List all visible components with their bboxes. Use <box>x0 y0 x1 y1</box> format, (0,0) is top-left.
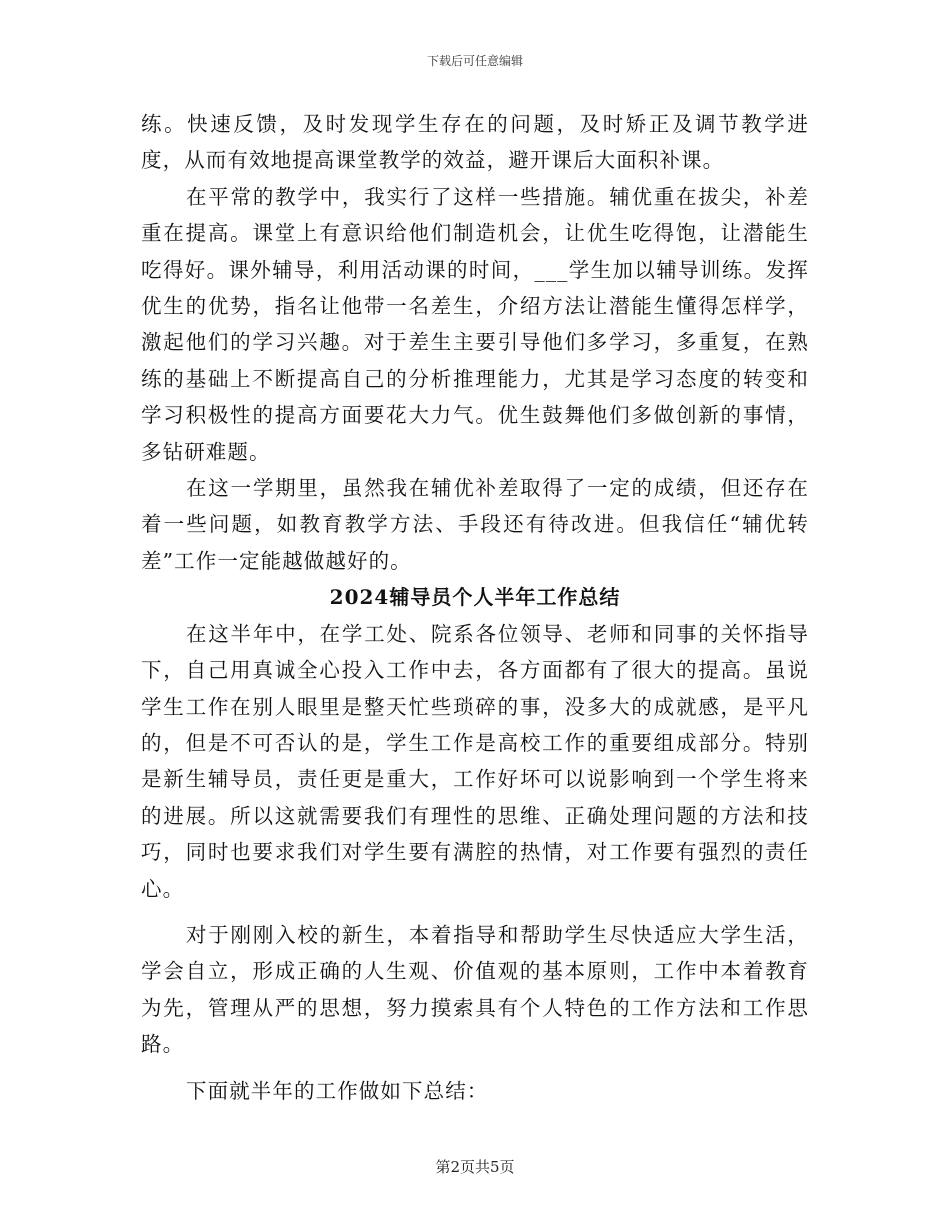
page-number: 第2页共5页 <box>435 1158 515 1176</box>
paragraph-principles: 对于刚刚入校的新生，本着指导和帮助学生尽快适应大学生活，学会自立，形成正确的人生观、价值观的基本原则，工作中本着教育为先，管理从严的思想，努力摸索具有个人特色的工作方法和工作思路。 <box>141 922 809 1057</box>
paragraph-intro: 在这半年中，在学工处、院系各位领导、老师和同事的关怀指导下，自己用真诚全心投入工作中去，各方面都有了很大的提高。虽说学生工作在别人眼里是整天忙些琐碎的事，没多大的成就感，是平凡的，但是不可否认的是，学生工作是高校工作的重要组成部分。特别是新生辅导员，责任更是重大，工作好坏可以说影响到一个学生将来的进展。所以这就需要我们有理性的思维、正确处理问题的方法和技巧，同时也要求我们对学生要有满腔的热情，对工作要有强烈的责任心。 <box>141 621 809 901</box>
section-title: 2024辅导员个人半年工作总结 <box>329 585 621 610</box>
paragraph-spacer <box>141 907 809 917</box>
paragraph-measures: 在平常的教学中，我实行了这样一些措施。辅优重在拔尖，补差重在提高。课堂上有意识给他们制造机会，让优生吃得饱，让潜能生吃得好。课外辅导，利用活动课的时间，___学生加以辅导训练。发挥优生的优势，指名让他带一名差生，介绍方法让潜能生懂得怎样学，激起他们的学习兴趣。对于差生主要引导他们多学习，多重复，在熟练的基础上不断提高自己的分析推理能力，尤其是学习态度的转变和学习积极性的提高方面要花大力气。优生鼓舞他们多做创新的事情，多钻研难题。 <box>141 184 809 464</box>
header-note: 下载后可任意编辑 <box>426 54 523 68</box>
paragraph-summary-lead: 下面就半年的工作做如下总结： <box>186 1078 489 1103</box>
paragraph-continuation: 练。快速反馈，及时发现学生存在的问题，及时矫正及调节教学进度，从而有效地提高课堂教学的效益，避开课后大面积补课。 <box>141 112 809 173</box>
paragraph-reflection: 在这一学期里，虽然我在辅优补差取得了一定的成绩，但还存在着一些问题，如教育教学方法、手段还有待改进。但我信任“辅优转差”工作一定能越做越好的。 <box>141 476 809 573</box>
document-body <box>141 106 809 1109</box>
paragraph-spacer <box>141 1063 809 1073</box>
